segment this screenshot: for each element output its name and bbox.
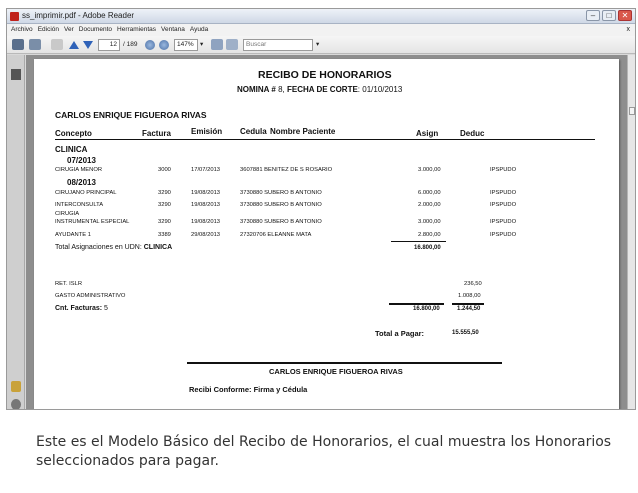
total-udn-line (55, 244, 172, 251)
comments-icon[interactable] (11, 381, 21, 392)
deduction-label: RET. ISLR (55, 281, 83, 287)
window-title: ss_imprimir.pdf - Adobe Reader (22, 11, 135, 20)
menu-ventana[interactable]: Ventana (161, 26, 185, 33)
nomina-line (237, 85, 402, 94)
fecha-label: FECHA DE CORTE (286, 85, 358, 94)
signature-rule (187, 362, 502, 364)
close-button[interactable]: ✕ (618, 10, 632, 21)
zoom-dropdown-icon[interactable]: ▾ (200, 41, 204, 48)
col-deduc: Deduc (460, 129, 485, 138)
deduction-label: GASTO ADMINISTRATIVO (55, 293, 126, 299)
section-clinica: CLINICA (55, 145, 88, 154)
recipient-name: CARLOS ENRIQUE FIGUEROA RIVAS (55, 110, 207, 120)
total-pagar-value: 15.555,50 (452, 330, 479, 336)
deduction-value: 236,50 (464, 281, 482, 287)
title-bar (7, 9, 635, 24)
row-concepto: CIRUGIA MENOR (55, 167, 103, 173)
page-total: / 189 (123, 41, 138, 48)
sum-deduc-value: 1.244,50 (457, 306, 481, 312)
navigation-sidebar (7, 55, 25, 410)
search-dropdown-icon[interactable]: ▾ (316, 41, 320, 48)
fit-page-icon[interactable] (211, 39, 223, 50)
header-rule (55, 139, 595, 140)
row-concepto: CIRUJANO PRINCIPAL (55, 190, 117, 196)
row-factura: 3290 (158, 190, 171, 196)
menu-ver[interactable]: Ver (64, 26, 74, 33)
period-08-2013: 08/2013 (67, 178, 96, 187)
minimize-button[interactable]: – (586, 10, 600, 21)
col-emision: Emisión (191, 127, 223, 136)
document-viewport[interactable] (26, 55, 629, 410)
total-udn-name: CLINICA (143, 244, 173, 251)
row-deduc: IPSPUDO (490, 232, 517, 238)
slide-caption: Este es el Modelo Básico del Recibo de Honorarios, el cual muestra los Honorarios seleccionados para pagar. (36, 434, 612, 469)
row-asign: 2.000,00 (418, 202, 441, 208)
vertical-scrollbar[interactable] (627, 55, 635, 410)
menu-herramientas[interactable]: Herramientas (117, 26, 157, 33)
adobe-reader-window (6, 8, 636, 410)
menu-bar (7, 24, 635, 36)
row-concepto: AYUDANTE 1 (55, 232, 91, 238)
col-asign: Asign (416, 129, 439, 138)
row-paciente: 27320706 ELEANNE MATA (240, 232, 312, 238)
fit-width-icon[interactable] (226, 39, 238, 50)
subtotal-rule (391, 241, 446, 242)
menu-edicion[interactable]: Edición (37, 26, 60, 33)
signature-name: CARLOS ENRIQUE FIGUEROA RIVAS (269, 367, 403, 376)
row-asign: 3.000,00 (418, 167, 441, 173)
row-concepto: INSTRUMENTAL ESPECIAL (55, 219, 130, 225)
total-udn-value: 16.800,00 (414, 245, 441, 251)
previous-page-icon[interactable] (69, 41, 79, 53)
next-page-icon[interactable] (83, 41, 93, 53)
scrollbar-grip[interactable] (629, 107, 635, 115)
zoom-level-select[interactable]: 147% (174, 39, 198, 51)
menu-ayuda[interactable]: Ayuda (189, 26, 209, 33)
row-asign: 3.000,00 (418, 219, 441, 225)
row-factura: 3000 (158, 167, 171, 173)
deduction-value: 1.008,00 (458, 293, 481, 299)
col-cedula: Cedula (240, 127, 267, 136)
row-factura: 3290 (158, 219, 171, 225)
sum-asign-value: 16.800,00 (413, 306, 440, 312)
col-concepto: Concepto (55, 129, 92, 138)
share-icon[interactable] (29, 39, 41, 50)
maximize-button[interactable]: □ (602, 10, 616, 21)
row-emision: 19/08/2013 (191, 219, 221, 225)
row-emision: 19/08/2013 (191, 202, 221, 208)
sum-rule-asign (389, 303, 444, 305)
page-number-input[interactable]: 12 (98, 39, 120, 51)
pdf-page (34, 59, 619, 410)
recibi-conforme: Recibi Conforme: Firma y Cédula (189, 385, 308, 394)
row-factura: 3389 (158, 232, 171, 238)
total-udn-label: Total Asignaciones en UDN: (55, 244, 142, 251)
back-icon[interactable] (51, 39, 63, 50)
row-factura: 3290 (158, 202, 171, 208)
row-concepto: CIRUGIA (55, 211, 80, 217)
row-emision: 29/08/2013 (191, 232, 221, 238)
row-concepto: INTERCONSULTA (55, 202, 104, 208)
zoom-in-icon[interactable] (159, 40, 169, 50)
row-deduc: IPSPUDO (490, 219, 517, 225)
attachments-icon[interactable] (11, 399, 21, 410)
toolbar (7, 36, 635, 54)
row-deduc: IPSPUDO (490, 202, 517, 208)
row-paciente: 3730880 SUBERO B ANTONIO (240, 219, 322, 225)
col-factura: Factura (142, 129, 171, 138)
search-input[interactable]: Buscar (243, 39, 313, 51)
row-deduc: IPSPUDO (490, 167, 517, 173)
menu-archivo[interactable]: Archivo (11, 26, 33, 33)
col-nombre-paciente: Nombre Paciente (270, 127, 336, 136)
row-asign: 2.800,00 (418, 232, 441, 238)
nomina-number: 8, (278, 85, 285, 94)
menu-documento[interactable]: Documento (78, 26, 113, 33)
row-paciente: 3730880 SUBERO B ANTONIO (240, 202, 322, 208)
nomina-prefix: NOMINA # (237, 85, 276, 94)
adobe-reader-icon (10, 12, 19, 21)
print-icon[interactable] (12, 39, 24, 50)
pages-panel-icon[interactable] (11, 69, 21, 80)
sum-rule-deduc (452, 303, 484, 305)
row-emision: 19/08/2013 (191, 190, 221, 196)
row-asign: 6.000,00 (418, 190, 441, 196)
fecha-value: : 01/10/2013 (357, 85, 403, 94)
zoom-out-icon[interactable] (145, 40, 155, 50)
cnt-facturas-line (55, 305, 108, 312)
total-pagar-label: Total a Pagar: (375, 329, 425, 338)
period-07-2013: 07/2013 (67, 156, 96, 165)
row-paciente: 3730880 SUBERO B ANTONIO (240, 190, 322, 196)
row-deduc: IPSPUDO (490, 190, 517, 196)
receipt-title: RECIBO DE HONORARIOS (258, 69, 392, 81)
row-paciente: 3607881 BENITEZ DE S ROSARIO (240, 167, 333, 173)
cnt-facturas-value: 5 (104, 305, 108, 312)
document-close-button[interactable]: x (626, 26, 630, 33)
row-emision: 17/07/2013 (191, 167, 221, 173)
cnt-facturas-label: Cnt. Facturas: (55, 305, 103, 312)
